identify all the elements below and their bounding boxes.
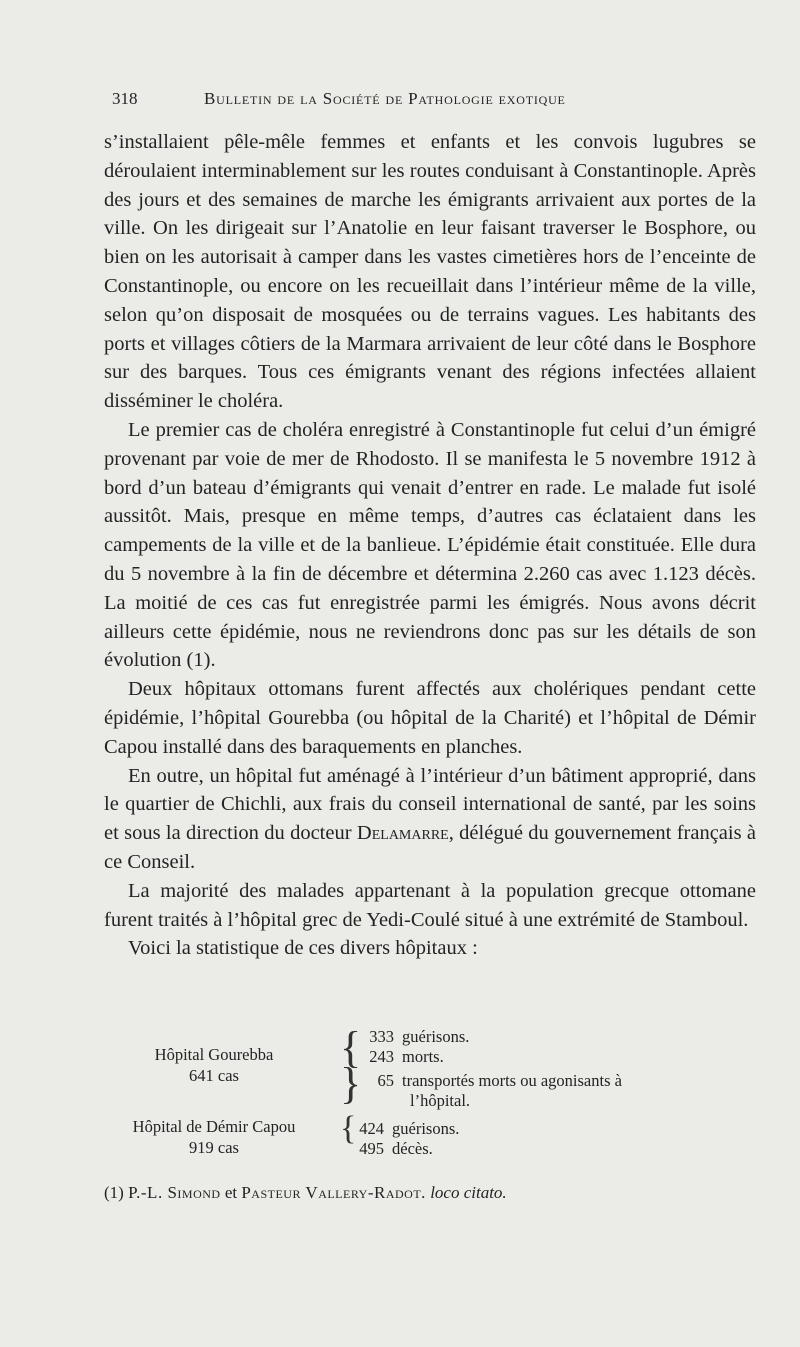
paragraph-6: Voici la statistique de ces divers hôpitaux : <box>128 937 478 960</box>
demir-capou-brace: { <box>340 1110 357 1147</box>
demir-capou-row-num: 424 <box>359 1119 384 1138</box>
footnote-reference: loco citato. <box>430 1183 507 1202</box>
doctor-name: Delamarre <box>356 822 449 845</box>
demir-capou-row-text: décès. <box>392 1139 433 1158</box>
journal-title: Bulletin de la Société de Pathologie exotique <box>204 89 566 108</box>
gourebba-row <box>364 1070 622 1091</box>
paragraph-5: La majorité des malades appartenant à la population grecque ottomane furent traités à l’hôpital grec de Yedi-Coulé situé à une extrémité de Stamboul. <box>104 879 756 931</box>
demir-capou-label <box>104 1116 324 1158</box>
paragraph-4-start: En outre, un hôpital fut aménagé à l’intérieur d’un bâtiment approprié, dans le quartier de Chichli, aux frais du conseil international de santé, par les soins et sous la direction du docteur <box>104 764 756 845</box>
footnote-marker: (1) <box>104 1183 124 1202</box>
paragraph-4-end: , délégué du gouvernement français à ce Conseil. <box>104 822 756 873</box>
gourebba-row-text: morts. <box>402 1047 444 1066</box>
demir-capou-row-num: 495 <box>359 1139 384 1158</box>
demir-capou-name: Hôpital de Démir Capou <box>132 1117 296 1136</box>
page-number: 318 <box>112 89 138 108</box>
hospital-statistics <box>104 1023 764 1166</box>
body-text <box>104 128 756 963</box>
footnote-conjunction: et <box>224 1183 238 1202</box>
paragraph-2: Le premier cas de choléra enregistré à Constantinople fut celui d’un émigré provenant par voie de mer de Rhodosto. Il se manifesta le 5 novembre 1912 à bord d’un bateau d’émigrants qui venait d’entrer en rade. Le malade fut isolé aussitôt. Mais, presque en même temps, d’autres cas éclataient dans les campements de la ville et de la banlieue. L’épidémie était constituée. Elle dura du 5 novembre à la fin de décembre et détermina 2.260 cas avec 1.123 décès. La moitié de ces cas fut enregistrée parmi les émigrés. Nous avons décrit ailleurs cette épidémie, nous ne reviendrons donc pas sur les détails de son évolution (1). <box>104 418 756 672</box>
gourebba-row <box>364 1046 444 1067</box>
gourebba-row-num: 65 <box>377 1071 394 1090</box>
gourebba-label <box>104 1044 324 1086</box>
demir-capou-row-text: guérisons. <box>392 1119 460 1138</box>
paragraph-4 <box>104 762 756 877</box>
gourebba-row-continuation: l’hôpital. <box>410 1091 471 1110</box>
demir-capou-row <box>354 1118 459 1139</box>
gourebba-row-text: transportés morts ou agonisants à <box>402 1071 622 1090</box>
demir-capou-row <box>354 1138 433 1159</box>
paragraph-3: Deux hôpitaux ottomans furent affectés aux cholériques pendant cette épidémie, l’hôpital Gourebba (ou hôpital de la Charité) et l’hôpital de Démir Capou installé dans des baraquements en planches. <box>104 678 756 758</box>
gourebba-row <box>364 1026 469 1047</box>
paragraph-1: s’installaient pêle-mêle femmes et enfants et les convois lugubres se déroulaient interminablement sur les routes conduisant à Constantinople. Après des jours et des semaines de marche les émigrants arrivaient aux portes de la ville. On les dirigeait sur l’Anatolie en leur faisant traverser le Bosphore, ou bien on les autorisait à camper dans les vastes cimetières hors de l’enceinte de Constantinople, ou encore on les recueillait dans l’intérieur même de la ville, selon qu’on disposait de mosquées ou de terrains vagues. Les habitants des ports et villages côtiers de la Marmara arrivaient de leur côté dans le Bosphore sur des barques. Tous ces émigrants venant des régions infectées allaient disséminer le choléra. <box>104 131 756 413</box>
gourebba-brace-bottom: } <box>340 1059 362 1108</box>
footnote-author-2: Pasteur Vallery-Radot. <box>241 1183 426 1202</box>
gourebba-brace-top: { <box>340 1023 362 1072</box>
footnote <box>104 1182 756 1204</box>
gourebba-row-text: guérisons. <box>402 1027 470 1046</box>
gourebba-name: Hôpital Gourebba <box>154 1045 274 1064</box>
demir-capou-cases: 919 cas <box>189 1138 239 1157</box>
gourebba-row-num: 333 <box>369 1027 394 1046</box>
gourebba-row-num: 243 <box>369 1047 394 1066</box>
footnote-author-1: P.-L. Simond <box>128 1183 221 1202</box>
gourebba-cases: 641 cas <box>189 1066 239 1085</box>
